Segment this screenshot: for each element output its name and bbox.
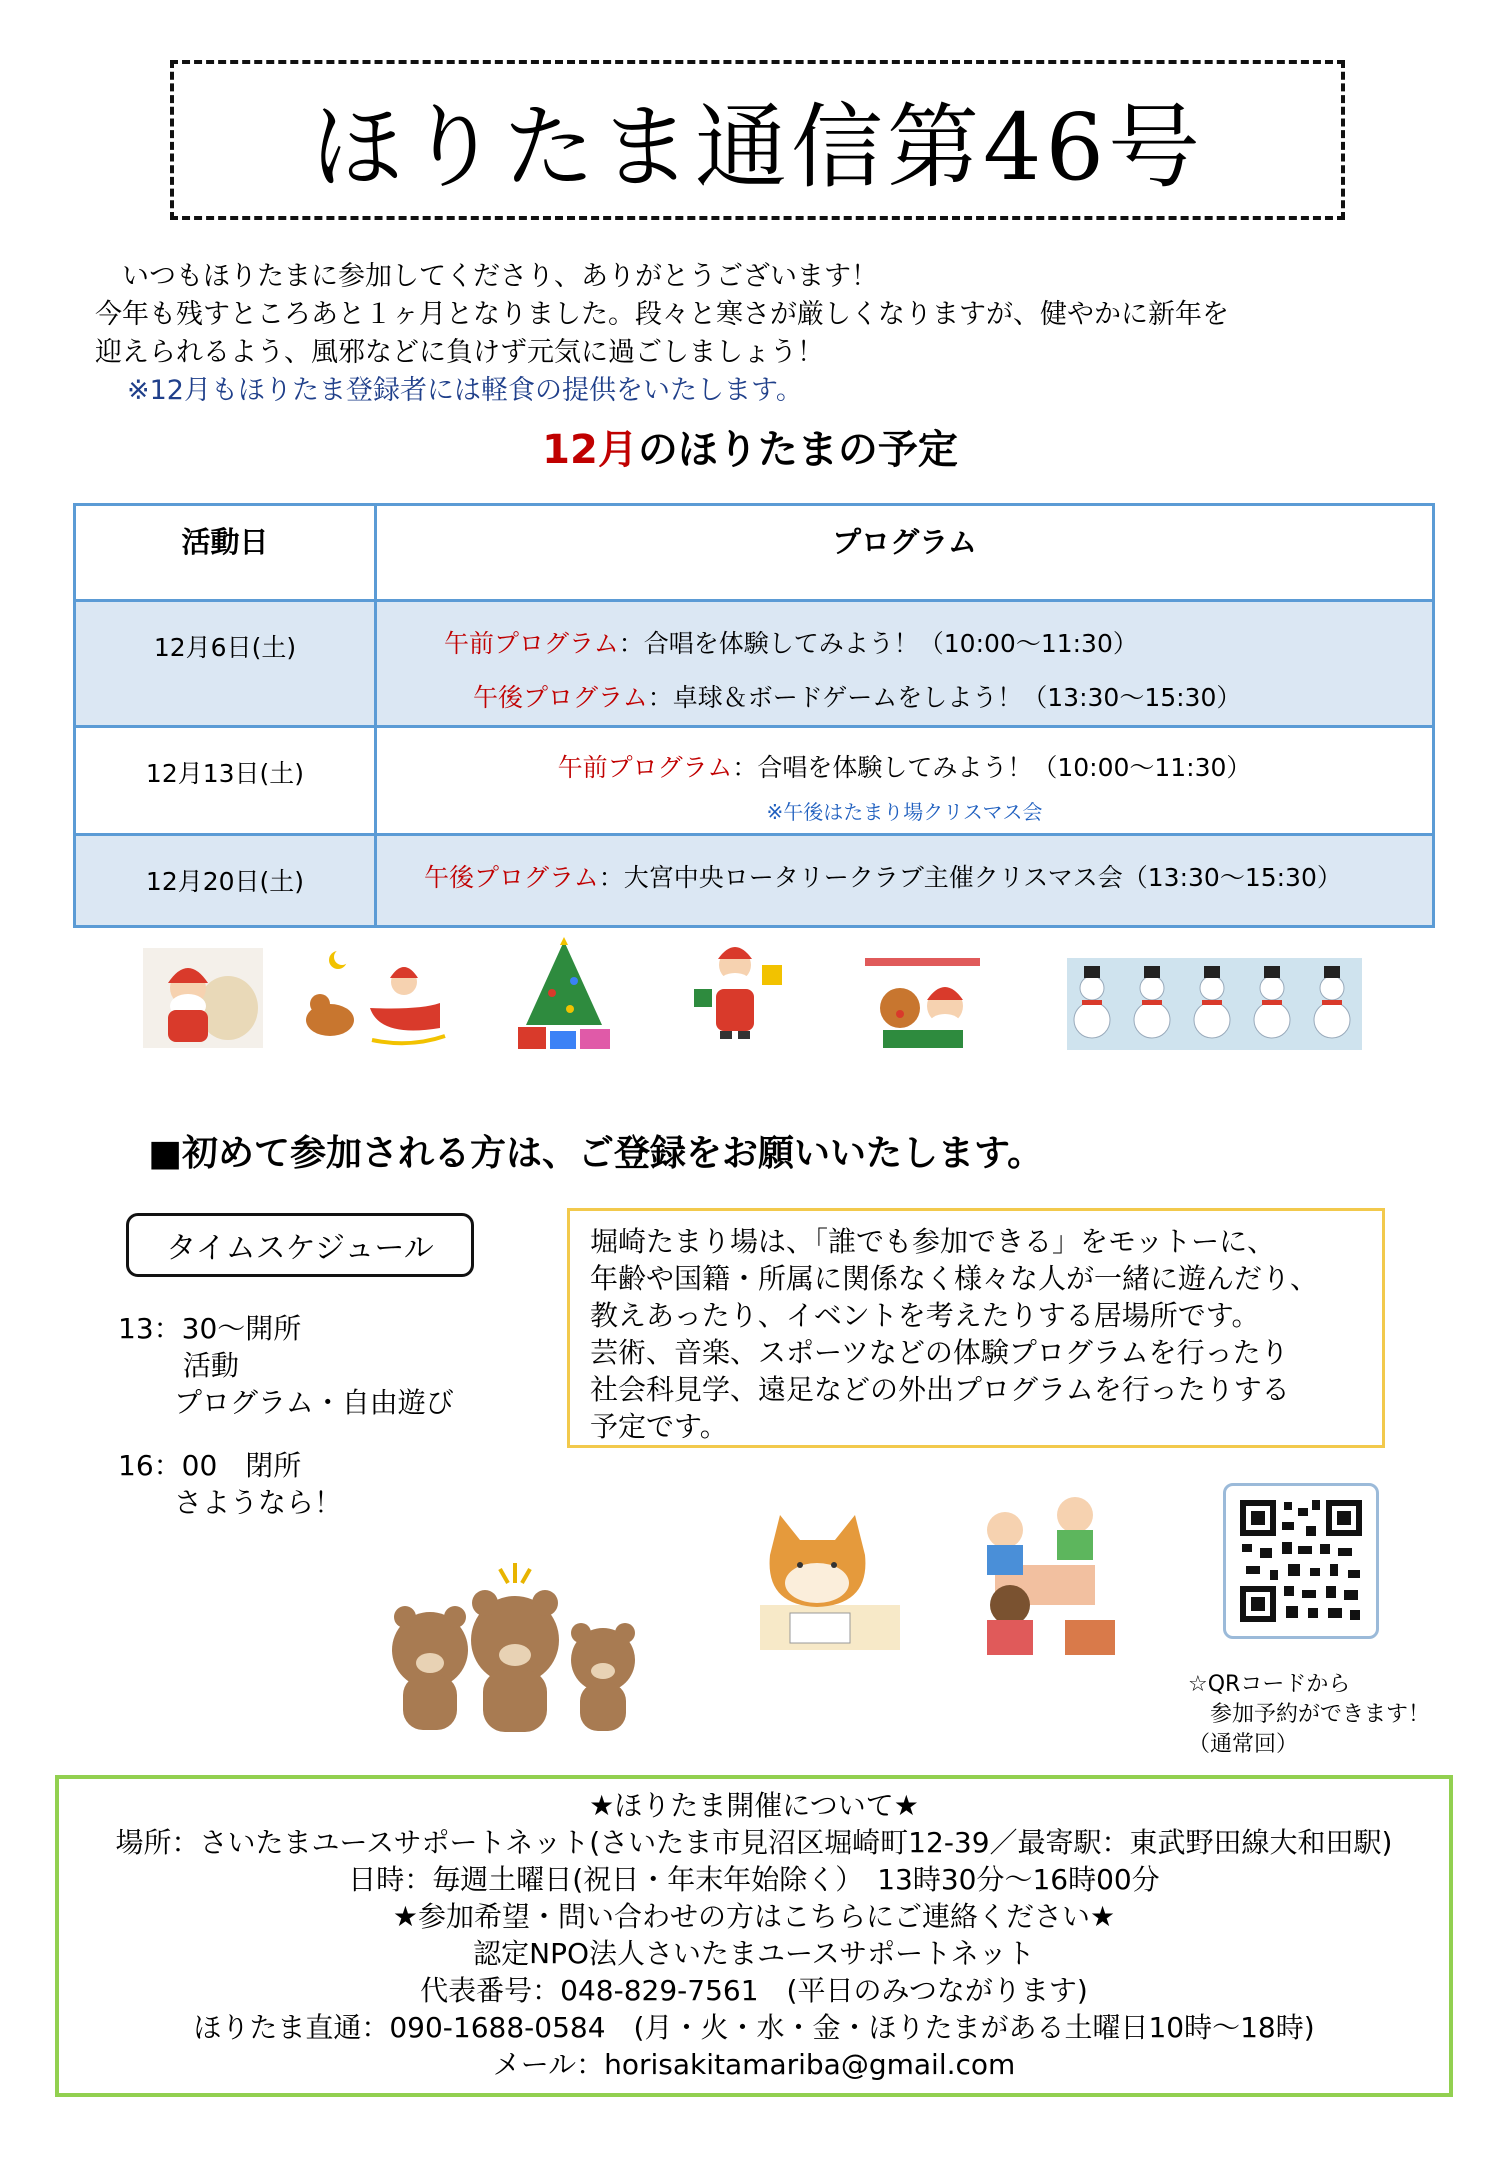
schedule-line: プログラム・自由遊び — [118, 1386, 454, 1419]
intro-line: 今年も残すところあと１ヶ月となりました。段々と寒さが厳しくなりますが、健やかに新年を — [95, 299, 1229, 330]
schedule-line: 16：00 閉所 — [118, 1449, 302, 1482]
qr-code-icon — [1223, 1483, 1379, 1639]
table-row — [75, 835, 1434, 927]
about-line: 堀崎たまり場は、「誰でも参加できる」をモットーに、 — [590, 1225, 1276, 1258]
schedule-line — [118, 1421, 454, 1447]
schedule-line: 活動 — [118, 1349, 239, 1382]
table-row — [75, 601, 1434, 727]
meal-note: ※12月もほりたま登録者には軽食の提供をいたします。 — [127, 375, 803, 406]
footer-email: メール：horisakitamariba@gmail.com — [492, 2048, 1016, 2081]
col-date-header: 活動日 — [75, 505, 376, 601]
row-program — [376, 727, 1434, 835]
page-title: ほりたま通信第46号 — [310, 94, 1205, 201]
about-line: 年齢や国籍・所属に関係なく様々な人が一緒に遊んだり、 — [590, 1262, 1319, 1295]
footer-info-box — [55, 1775, 1453, 2097]
timeschedule-list — [118, 1310, 454, 1521]
intro-line: 迎えられるよう、風邪などに負けず元気に過ごしましょう！ — [95, 337, 824, 368]
schedule-line: 13：30～開所 — [118, 1312, 302, 1345]
pm-text: ：卓球＆ボードゲームをしよう！（13:30～15:30） — [647, 683, 1242, 712]
registration-heading: ■初めて参加される方は、ご登録をお願いいたします。 — [148, 1133, 1044, 1174]
pm-label: 午後プログラム — [424, 863, 599, 892]
reindeer-santa-icon — [865, 958, 980, 1050]
table-header-row — [75, 505, 1434, 601]
timeschedule-label-box — [126, 1213, 474, 1277]
shiba-dog-icon — [720, 1495, 915, 1655]
am-label: 午前プログラム — [444, 629, 619, 658]
afternoon-note: ※午後はたまり場クリスマス会 — [766, 800, 1043, 824]
pm-label: 午後プログラム — [473, 683, 648, 712]
row-program — [376, 601, 1434, 727]
intro-line: いつもほりたまに参加してくださり、ありがとうございます！ — [95, 261, 878, 292]
footer-line: 代表番号：048-829-7561 (平日のみつながります) — [420, 1974, 1088, 2007]
schedule-title-month: 12月 — [542, 427, 638, 473]
footer-line: 日時：毎週土曜日(祝日・年末年始除く） 13時30分～16時00分 — [348, 1863, 1160, 1896]
footer-line: ★参加希望・問い合わせの方はこちらにご連絡ください★ — [392, 1900, 1116, 1933]
reindeer-sleigh-icon — [300, 948, 448, 1050]
bears-icon — [375, 1555, 645, 1735]
qr-note — [1188, 1670, 1430, 1760]
about-box — [567, 1208, 1385, 1448]
footer-line: 場所：さいたまユースサポートネット(さいたま市見沼区堀崎町12-39／最寄駅：東武野田線大和田駅) — [115, 1826, 1393, 1859]
row-date: 12月6日(土) — [75, 601, 376, 727]
intro-text — [95, 258, 1415, 410]
col-program-header: プログラム — [376, 505, 1434, 601]
table-row — [75, 727, 1434, 835]
qr-note-line: 参加予約ができます！ — [1188, 1702, 1431, 1727]
footer-line: ★ほりたま開催について★ — [589, 1789, 919, 1822]
am-text: ：合唱を体験してみよう！（10:00～11:30） — [732, 753, 1252, 782]
about-line: 社会科見学、遠足などの外出プログラムを行ったりする — [590, 1373, 1290, 1406]
schedule-title — [0, 418, 1500, 475]
am-label: 午前プログラム — [557, 753, 733, 782]
am-text: ：合唱を体験してみよう！（10:00～11:30） — [618, 629, 1138, 658]
schedule-table — [73, 503, 1435, 928]
row-program — [376, 835, 1434, 927]
schedule-title-rest: のほりたまの予定 — [637, 427, 958, 473]
snowmen-banner-icon — [1067, 958, 1362, 1050]
santa-sack-icon — [143, 948, 263, 1048]
about-line: 芸術、音楽、スポーツなどの体験プログラムを行ったり — [590, 1336, 1289, 1369]
timeschedule-label: タイムスケジュール — [166, 1231, 434, 1266]
footer-line: 認定NPO法人さいたまユースサポートネット — [473, 1937, 1035, 1970]
christmas-tree-icon — [512, 933, 617, 1051]
title-box — [170, 60, 1345, 220]
about-line: 教えあったり、イベントを考えたりする居場所です。 — [590, 1299, 1260, 1332]
santa-gift-icon — [690, 937, 785, 1041]
qr-note-line: （通常回） — [1188, 1732, 1299, 1757]
about-line: 予定です。 — [590, 1410, 728, 1443]
schedule-line: さようなら！ — [118, 1486, 343, 1519]
children-playing-icon — [965, 1485, 1120, 1660]
footer-line: ほりたま直通：090-1688-0584 (月・火・水・金・ほりたまがある土曜日10時～18時) — [193, 2011, 1315, 2044]
row-date: 12月13日(土) — [75, 727, 376, 835]
qr-note-line: ☆QRコードから — [1188, 1672, 1351, 1697]
pm-text: ：大宮中央ロータリークラブ主催クリスマス会（13:30～15:30） — [598, 863, 1342, 892]
row-date: 12月20日(土) — [75, 835, 376, 927]
